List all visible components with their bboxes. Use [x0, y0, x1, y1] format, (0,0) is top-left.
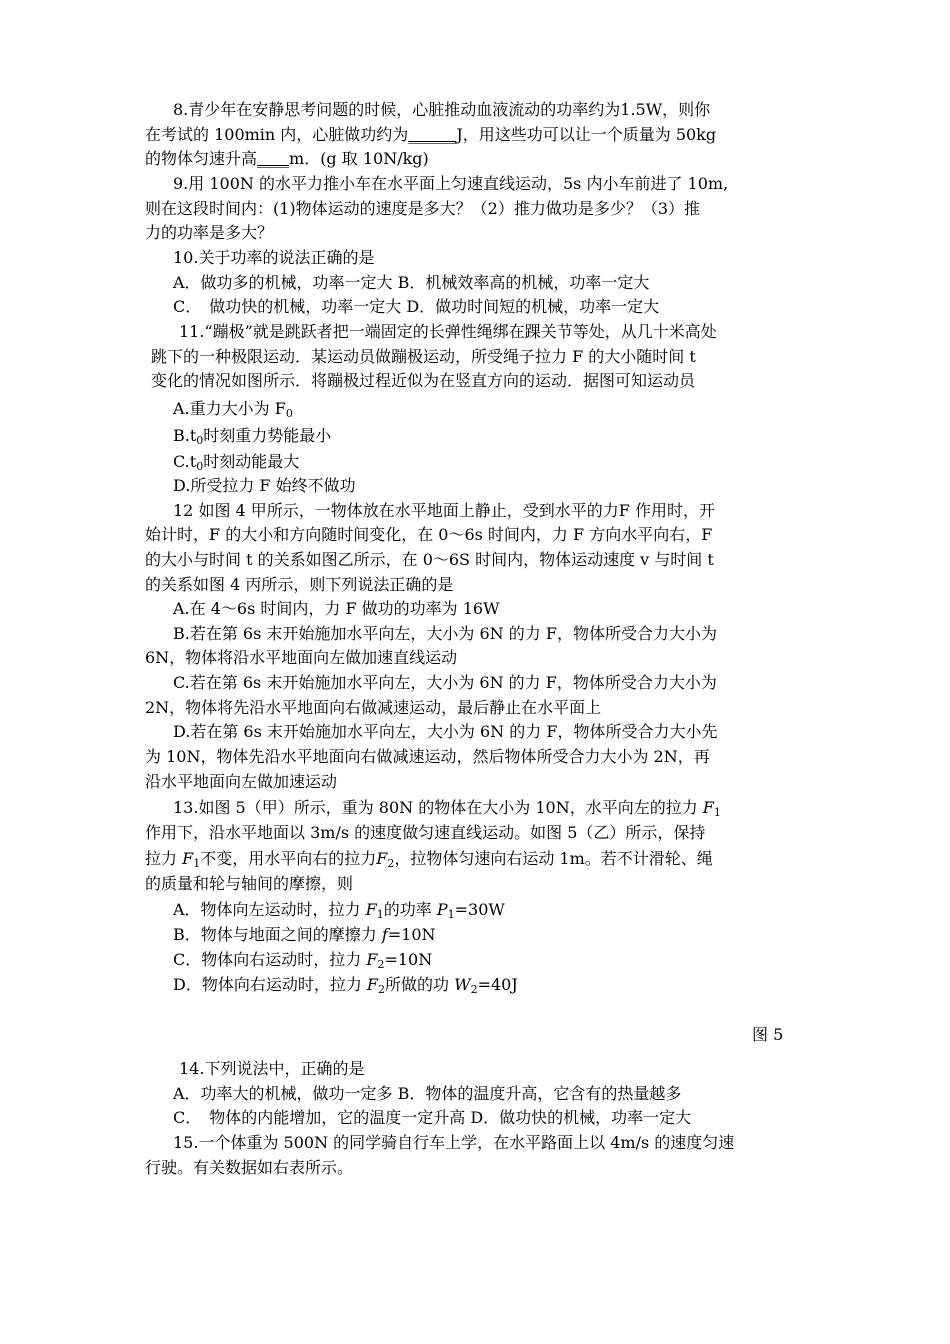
- q10-options-ab: A．做功多的机械，功率一定大 B．机械效率高的机械，功率一定大: [173, 273, 650, 292]
- q11-option-c: $C.t_0$时刻动能最大: [173, 452, 300, 473]
- q12-option-c-2: 2N，物体将先沿水平地面向右做减速运动，最后静止在水平面上: [145, 698, 602, 717]
- q11-option-d: D.所受拉力 F 始终不做功: [173, 476, 356, 495]
- q14-options-ab: A．功率大的机械，做功一定多 B．物体的温度升高，它含有的热量越多: [173, 1084, 682, 1103]
- q13-option-d: D．物体向右运动时，拉力 $F_2$所做的功 $W_2=40J$: [173, 975, 518, 996]
- q13-option-b: B．物体与地面之间的摩擦力 f=10N: [173, 925, 436, 944]
- q12-line-1: 12 如图 4 甲所示，一物体放在水平地面上静止，受到水平的力F 作用时，开: [173, 501, 715, 520]
- q12-line-4: 的关系如图 4 丙所示，则下列说法正确的是: [145, 575, 454, 594]
- q13-line-3: 拉力 $F_1$不变，用水平向右的拉力$F_2$，拉物体匀速向右运动 1m。若不计滑轮、绳: [145, 849, 713, 870]
- q8-text: 在考试的 100min 内，心脏做功约为: [145, 125, 409, 144]
- q8-text: 的物体匀速升高: [145, 149, 258, 168]
- q10-options-cd: C． 做功快的机械，功率一定大 D．做功时间短的机械，功率一定大: [173, 297, 660, 316]
- q12-option-c-1: C.若在第 6s 末开始施加水平向左，大小为 6N 的力 F，物体所受合力大小为: [173, 673, 717, 692]
- q11-option-a: A.重力大小为 $F_0$: [173, 399, 293, 420]
- q8-line-1: [173, 98, 710, 123]
- q14-options-cd: C． 物体的内能增加，它的温度一定升高 D．做功快的机械，功率一定大: [173, 1108, 692, 1127]
- q14-stem: 14.下列说法中，正确的是: [179, 1059, 365, 1078]
- q13-option-a: A．物体向左运动时，拉力 $F_1$的功率 $P_1=30W$: [173, 900, 505, 921]
- q11-line-1: 11.“蹦极”就是跳跃者把一端固定的长弹性绳绑在踝关节等处，从几十米高处: [179, 322, 717, 341]
- q13-line-1: 13.如图 5（甲）所示，重为 80N 的物体在大小为 10N，水平向左的拉力 $F_1$: [173, 798, 721, 819]
- q8-text: 8.青少年在安静思考问题的时候，心脏推动血液流动的功率约为1.5W，则你: [173, 100, 711, 119]
- q12-line-3: 的大小与时间 t 的关系如图乙所示，在 0～6S 时间内，物体运动速度 v 与时间 t: [145, 550, 714, 569]
- q12-line-2: 始计时，F 的大小和方向随时间变化，在 0～6s 时间内，力 F 方向水平向右，F: [145, 525, 713, 544]
- q9-line-2: 则在这段时间内：(1)物体运动的速度是多大？（2）推力做功是多少？（3）推: [145, 199, 701, 218]
- q13-line-4: 的质量和轮与轴间的摩擦，则: [145, 874, 354, 893]
- q11-line-3: 变化的情况如图所示．将蹦极过程近似为在竖直方向的运动．据图可知运动员: [151, 371, 696, 390]
- q11-option-b: $B.t_0$时刻重力势能最小: [173, 426, 332, 447]
- q15-line-2: 行驶。有关数据如右表所示。: [145, 1158, 354, 1177]
- q9-line-1: 9.用 100N 的水平力推小车在水平面上匀速直线运动，5s 内小车前进了 10m,: [173, 174, 729, 193]
- q8-text: m．(g 取 10N/kg): [289, 149, 429, 168]
- q8-answer-blank-1[interactable]: ______: [408, 125, 457, 144]
- q8-text: J，用这些功可以让一个质量为 50kg: [456, 125, 717, 144]
- q9-line-3: 力的功率是多大？: [145, 223, 274, 242]
- q12-option-a: A.在 4～6s 时间内，力 F 做功的功率为 16W: [173, 599, 500, 618]
- q13-option-c: C．物体向右运动时，拉力 $F_2=10N$: [173, 950, 433, 971]
- q12-option-b-1: B.若在第 6s 末开始施加水平向左，大小为 6N 的力 F，物体所受合力大小为: [173, 624, 717, 643]
- q8-answer-blank-2[interactable]: ____: [257, 149, 290, 168]
- q12-option-d-3: 沿水平地面向左做加速运动: [145, 772, 338, 791]
- q13-line-2: 作用下，沿水平地面以 3m/s 的速度做匀速直线运动。如图 5（乙）所示，保持: [145, 823, 706, 842]
- q8-line-2: [145, 123, 716, 148]
- q12-option-b-2: 6N，物体将沿水平地面向左做加速直线运动: [145, 648, 458, 667]
- q11-line-2: 跳下的一种极限运动．某运动员做蹦极运动，所受绳子拉力 F 的大小随时间 t: [151, 347, 696, 366]
- q12-option-d-2: 为 10N，物体先沿水平地面向右做减速运动，然后物体所受合力大小为 2N，再: [145, 747, 710, 766]
- q10-stem: 10.关于功率的说法正确的是: [173, 248, 375, 267]
- figure-5-caption: 图 5: [752, 1025, 784, 1044]
- q8-line-3: [145, 147, 429, 172]
- q15-line-1: 15.一个体重为 500N 的同学骑自行车上学，在水平路面上以 4m/s 的速度匀速: [173, 1133, 735, 1152]
- q12-option-d-1: D.若在第 6s 末开始施加水平向左，大小为 6N 的力 F，物体所受合力大小先: [173, 722, 718, 741]
